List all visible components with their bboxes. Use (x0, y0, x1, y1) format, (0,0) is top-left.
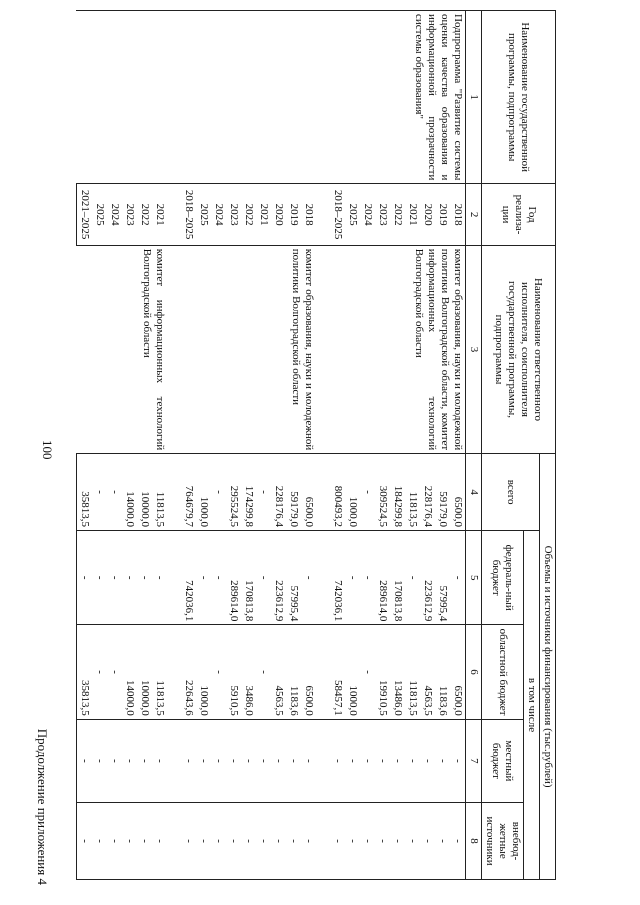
federal-cell: - (360, 531, 375, 625)
extra-cell: - (137, 803, 152, 880)
local-cell: - (345, 719, 360, 802)
year-cell: 2019 (435, 184, 450, 245)
federal-cell: - (196, 531, 211, 625)
total-cell: - (92, 454, 107, 531)
extra-cell: - (196, 803, 211, 880)
year-cell: 2021–2025 (77, 184, 93, 245)
total-cell: 174299,8 (241, 454, 256, 531)
local-cell: - (137, 719, 152, 802)
program-name-cell: Подпрограмма "Развитие системы оценки качества образования и информационной прозрачности системы образования" (77, 11, 466, 184)
year-cell: 2020 (420, 184, 435, 245)
regional-cell: 1183,6 (435, 625, 450, 719)
header-federal: федераль-ный бюджет (482, 531, 524, 625)
table-row (450, 11, 466, 880)
federal-cell: 170813,8 (390, 531, 405, 625)
spacer-cell (167, 531, 181, 625)
spacer-cell (316, 245, 330, 453)
extra-cell: - (345, 803, 360, 880)
regional-cell: 1000,0 (196, 625, 211, 719)
regional-cell: - (211, 625, 226, 719)
total-cell: 6500,0 (450, 454, 466, 531)
federal-cell: 223612,9 (271, 531, 286, 625)
extra-cell: - (450, 803, 466, 880)
total-cell: 309524,5 (375, 454, 390, 531)
spacer-cell (316, 625, 330, 719)
total-cell: 1000,0 (196, 454, 211, 531)
column-number: 2 (466, 184, 482, 245)
spacer-cell (316, 719, 330, 802)
year-cell: 2021 (152, 184, 167, 245)
extra-cell: - (181, 803, 196, 880)
local-cell: - (77, 719, 93, 802)
total-cell: 35813,5 (77, 454, 93, 531)
total-cell: - (360, 454, 375, 531)
extra-cell: - (330, 803, 345, 880)
local-cell: - (450, 719, 466, 802)
year-cell: 2022 (137, 184, 152, 245)
local-cell: - (152, 719, 167, 802)
federal-cell: - (152, 531, 167, 625)
total-cell: - (107, 454, 122, 531)
spacer-cell (316, 454, 330, 531)
spacer-cell (316, 184, 330, 245)
extra-cell: - (390, 803, 405, 880)
year-cell: 2022 (390, 184, 405, 245)
local-cell: - (271, 719, 286, 802)
local-cell: - (286, 719, 301, 802)
local-cell: - (390, 719, 405, 802)
total-cell: 764679,7 (181, 454, 196, 531)
total-cell: 59179,0 (286, 454, 301, 531)
total-cell: - (256, 454, 271, 531)
extra-cell: - (301, 803, 316, 880)
year-cell: 2019 (286, 184, 301, 245)
federal-cell: - (405, 531, 420, 625)
federal-cell: - (256, 531, 271, 625)
total-cell: 11813,5 (405, 454, 420, 531)
total-cell: 295524,5 (226, 454, 241, 531)
spacer-cell (167, 719, 181, 802)
federal-cell: - (137, 531, 152, 625)
regional-cell: - (360, 625, 375, 719)
extra-cell: - (286, 803, 301, 880)
local-cell: - (375, 719, 390, 802)
header-funding-group: Объемы и источники финансирования (тыс.рублей) (540, 454, 556, 880)
extra-cell: - (241, 803, 256, 880)
year-cell: 2022 (241, 184, 256, 245)
extra-cell: - (211, 803, 226, 880)
regional-cell: 1183,6 (286, 625, 301, 719)
extra-cell: - (435, 803, 450, 880)
year-cell: 2023 (122, 184, 137, 245)
federal-cell: 742036,1 (330, 531, 345, 625)
spacer-cell (167, 625, 181, 719)
regional-cell: 10000,0 (137, 625, 152, 719)
regional-cell: 3486,0 (241, 625, 256, 719)
year-cell: 2025 (92, 184, 107, 245)
spacer-cell (167, 184, 181, 245)
total-cell: 1000,0 (345, 454, 360, 531)
regional-cell: 4563,5 (420, 625, 435, 719)
year-cell: 2025 (196, 184, 211, 245)
regional-cell: 58457,1 (330, 625, 345, 719)
federal-cell: - (122, 531, 137, 625)
extra-cell: - (226, 803, 241, 880)
local-cell: - (256, 719, 271, 802)
page-number: 100 (40, 440, 55, 460)
local-cell: - (241, 719, 256, 802)
extra-cell: - (77, 803, 93, 880)
extra-cell: - (420, 803, 435, 880)
extra-cell: - (122, 803, 137, 880)
federal-cell: - (77, 531, 93, 625)
local-cell: - (122, 719, 137, 802)
regional-cell: 14000,0 (122, 625, 137, 719)
total-cell: 184299,8 (390, 454, 405, 531)
federal-cell: - (211, 531, 226, 625)
federal-cell: - (345, 531, 360, 625)
total-cell: 6500,0 (301, 454, 316, 531)
regional-cell: 5910,5 (226, 625, 241, 719)
extra-cell: - (107, 803, 122, 880)
total-cell: 228176,4 (420, 454, 435, 531)
regional-cell: 35813,5 (77, 625, 93, 719)
local-cell: - (226, 719, 241, 802)
column-number: 6 (466, 625, 482, 719)
year-cell: 2024 (211, 184, 226, 245)
year-cell: 2018–2025 (181, 184, 196, 245)
federal-cell: 742036,1 (181, 531, 196, 625)
continuation-title: Продолжение приложения 4 (35, 728, 50, 885)
year-cell: 2018 (301, 184, 316, 245)
total-cell: 800493,2 (330, 454, 345, 531)
federal-cell: - (450, 531, 466, 625)
header-program-name: Наименование государственной программы, подпрограммы (482, 11, 556, 184)
federal-cell: 57995,4 (435, 531, 450, 625)
federal-cell: 170813,8 (241, 531, 256, 625)
executor-cell: комитет информационных технологий Волгоградской области (77, 245, 168, 453)
total-cell: - (211, 454, 226, 531)
spacer-cell (316, 531, 330, 625)
column-number: 4 (466, 454, 482, 531)
local-cell: - (360, 719, 375, 802)
header-local: местный бюджет (482, 719, 524, 802)
extra-cell: - (405, 803, 420, 880)
federal-cell: - (301, 531, 316, 625)
executor-cell: комитет образования, науки и молодежной политики Волгоградской области (181, 245, 316, 453)
year-cell: 2024 (107, 184, 122, 245)
local-cell: - (405, 719, 420, 802)
header-year: Год реализа-ции (482, 184, 556, 245)
spacer-cell (167, 245, 181, 453)
total-cell: 11813,5 (152, 454, 167, 531)
regional-cell: 6500,0 (301, 625, 316, 719)
extra-cell: - (375, 803, 390, 880)
funding-table (76, 10, 556, 880)
regional-cell: 1000,0 (345, 625, 360, 719)
regional-cell: 4563,5 (271, 625, 286, 719)
federal-cell: 57995,4 (286, 531, 301, 625)
regional-cell: - (107, 625, 122, 719)
extra-cell: - (360, 803, 375, 880)
regional-cell: 11813,5 (152, 625, 167, 719)
local-cell: - (330, 719, 345, 802)
column-number: 7 (466, 719, 482, 802)
executor-cell: комитет образования, науки и молодежной политики Волгоградской области, комитет информационных технологий Волгоградской области (330, 245, 466, 453)
federal-cell: - (107, 531, 122, 625)
federal-cell: 289614,0 (375, 531, 390, 625)
year-cell: 2020 (271, 184, 286, 245)
local-cell: - (435, 719, 450, 802)
header-extra: внебюд-жетные источники (482, 803, 524, 880)
header-executor: Наименование ответственного исполнителя, соисполнителя государственной программы, подпрограммы (482, 245, 556, 453)
regional-cell: 6500,0 (450, 625, 466, 719)
regional-cell: 13486,0 (390, 625, 405, 719)
column-number: 5 (466, 531, 482, 625)
spacer-cell (167, 803, 181, 880)
total-cell: 228176,4 (271, 454, 286, 531)
year-cell: 2023 (375, 184, 390, 245)
extra-cell: - (92, 803, 107, 880)
local-cell: - (420, 719, 435, 802)
local-cell: - (181, 719, 196, 802)
year-cell: 2025 (345, 184, 360, 245)
spacer-cell (316, 803, 330, 880)
spacer-cell (167, 454, 181, 531)
column-number: 8 (466, 803, 482, 880)
regional-cell: 11813,5 (405, 625, 420, 719)
year-cell: 2021 (405, 184, 420, 245)
total-cell: 59179,0 (435, 454, 450, 531)
extra-cell: - (152, 803, 167, 880)
year-cell: 2018–2025 (330, 184, 345, 245)
year-cell: 2021 (256, 184, 271, 245)
federal-cell: - (92, 531, 107, 625)
local-cell: - (107, 719, 122, 802)
regional-cell: 19910,5 (375, 625, 390, 719)
local-cell: - (92, 719, 107, 802)
column-number: 3 (466, 245, 482, 453)
year-cell: 2023 (226, 184, 241, 245)
extra-cell: - (256, 803, 271, 880)
year-cell: 2024 (360, 184, 375, 245)
extra-cell: - (271, 803, 286, 880)
header-total: всего (482, 454, 540, 531)
regional-cell: - (256, 625, 271, 719)
local-cell: - (301, 719, 316, 802)
local-cell: - (211, 719, 226, 802)
table-body (77, 11, 466, 880)
column-number: 1 (466, 11, 482, 184)
header-regional: областной бюджет (482, 625, 524, 719)
year-cell: 2018 (450, 184, 466, 245)
regional-cell: 22643,6 (181, 625, 196, 719)
federal-cell: 223612,9 (420, 531, 435, 625)
federal-cell: 289614,0 (226, 531, 241, 625)
total-cell: 14000,0 (122, 454, 137, 531)
total-cell: 10000,0 (137, 454, 152, 531)
regional-cell: - (92, 625, 107, 719)
header-including: в том числе (524, 531, 540, 880)
local-cell: - (196, 719, 211, 802)
